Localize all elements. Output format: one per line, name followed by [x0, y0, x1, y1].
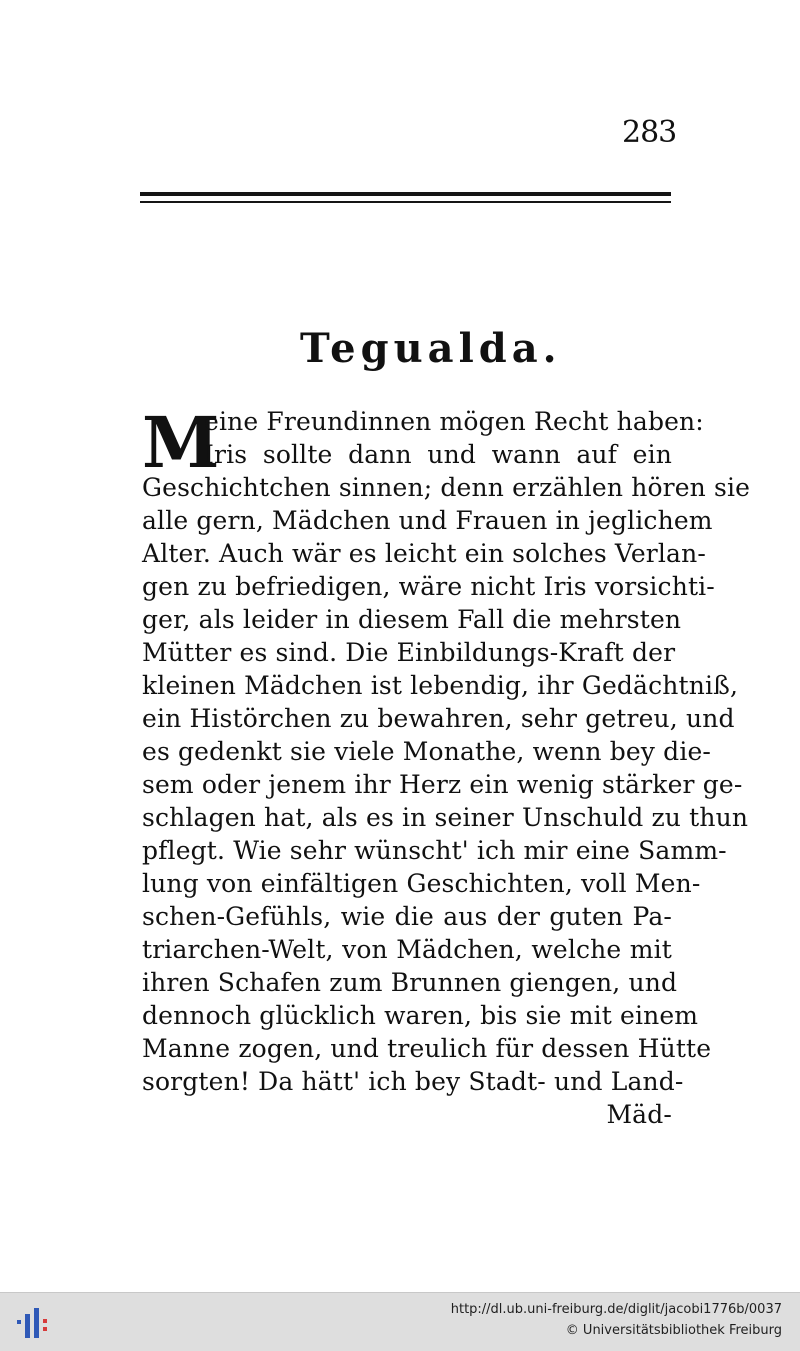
text-line: ger, als leider in diesem Fall die mehrsten — [142, 605, 682, 634]
text-line: Geschichtchen sinnen; denn erzählen hören sie — [142, 473, 751, 502]
text-line: Mütter es sind. Die Einbildungs-Kraft der — [142, 638, 676, 667]
text-line: kleinen Mädchen ist lebendig, ihr Gedächtniß, — [142, 671, 739, 700]
text-line: lung von einfältigen Geschichten, voll Men- — [142, 869, 701, 898]
text-line: Iris sollte dann und wann auf ein — [204, 440, 672, 469]
text-line: pflegt. Wie sehr wünscht' ich mir eine Samm- — [142, 836, 727, 865]
text-line: gen zu befriedigen, wäre nicht Iris vorsichti- — [142, 572, 715, 601]
text-line: triarchen-Welt, von Mädchen, welche mit — [142, 935, 672, 964]
text-line: Alter. Auch wär es leicht ein solches Verlan- — [142, 539, 706, 568]
viewer-footer — [0, 1292, 800, 1351]
university-library-logo-icon — [14, 1304, 54, 1342]
drop-cap-initial: M — [142, 401, 220, 484]
catchword: Mäd- — [606, 1100, 672, 1129]
text-line: schlagen hat, als es in seiner Unschuld zu thun — [142, 803, 749, 832]
text-line: ihren Schafen zum Brunnen giengen, und — [142, 968, 678, 997]
text-line: Manne zogen, und treulich für dessen Hütte — [142, 1034, 712, 1063]
copyright-notice: © Universitätsbibliothek Freiburg — [565, 1323, 782, 1338]
text-line: es gedenkt sie viele Monathe, wenn bey die- — [142, 737, 712, 766]
text-line: schen-Gefühls, wie die aus der guten Pa- — [142, 902, 672, 931]
chapter-title: Tegualda. — [300, 325, 562, 372]
top-double-rule-upper — [140, 192, 671, 196]
document-url[interactable]: http://dl.ub.uni-freiburg.de/diglit/jacobi1776b/0037 — [450, 1302, 782, 1317]
text-line: alle gern, Mädchen und Frauen in jeglichem — [142, 506, 713, 535]
page-number: 283 — [622, 115, 677, 150]
text-line: sem oder jenem ihr Herz ein wenig stärker ge- — [142, 770, 743, 799]
text-line: dennoch glücklich waren, bis sie mit einem — [142, 1001, 699, 1030]
top-double-rule-lower — [140, 201, 671, 203]
text-line: eine Freundinnen mögen Recht haben: — [204, 407, 704, 436]
text-line: ein Histörchen zu bewahren, sehr getreu, und — [142, 704, 735, 733]
text-line: sorgten! Da hätt' ich bey Stadt- und Land- — [142, 1067, 684, 1096]
